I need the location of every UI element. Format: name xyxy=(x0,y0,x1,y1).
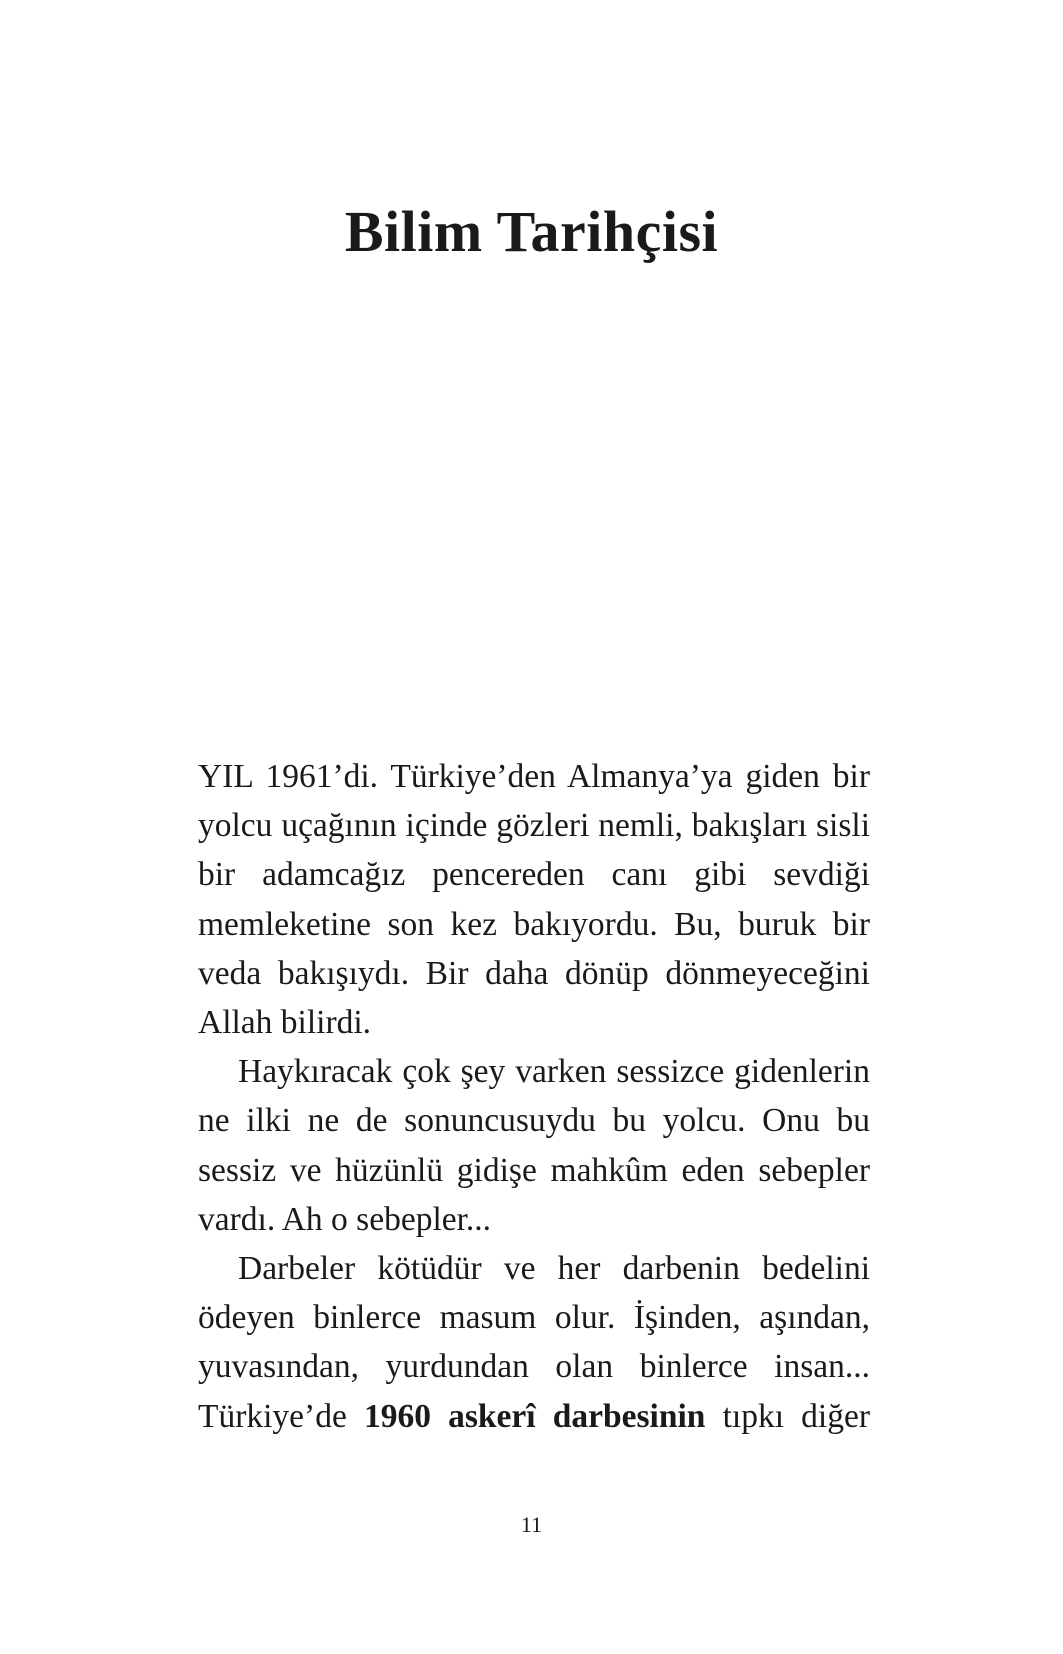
body-text xyxy=(198,752,870,1441)
bold-phrase: 1960 askerî darbesinin xyxy=(363,1397,706,1435)
paragraph-3 xyxy=(198,1244,870,1441)
paragraph-2: Haykıracak çok şey varken sessizce gidenlerin ne ilki ne de sonuncusuydu bu yolcu. Onu bu sessiz ve hüzünlü gidişe mahkûm eden sebepler vardı. Ah o sebepler... xyxy=(198,1053,870,1238)
paragraph-3-text-start: Darbeler kötüdür ve her darbenin bedelini ödeyen binlerce masum olur. İşinden, aşından, yuvasından, yurdundan olan binlerce insan... Türkiye’de xyxy=(198,1250,870,1435)
chapter-title: Bilim Tarihçisi xyxy=(344,199,719,264)
paragraph-3-text-end: tıpkı diğer xyxy=(705,1397,870,1435)
page-number: 11 xyxy=(520,1512,543,1537)
paragraph-1: YIL 1961’di. Türkiye’den Almanya’ya giden bir yolcu uçağının içinde gözleri nemli, bakışları sisli bir adamcağız pencereden canı gibi sevdiği memleketine son kez bakıyordu. Bu, buruk bir veda bakışıydı. Bir daha dönüp dönmeyeceğini Allah bilirdi. xyxy=(198,758,870,1042)
